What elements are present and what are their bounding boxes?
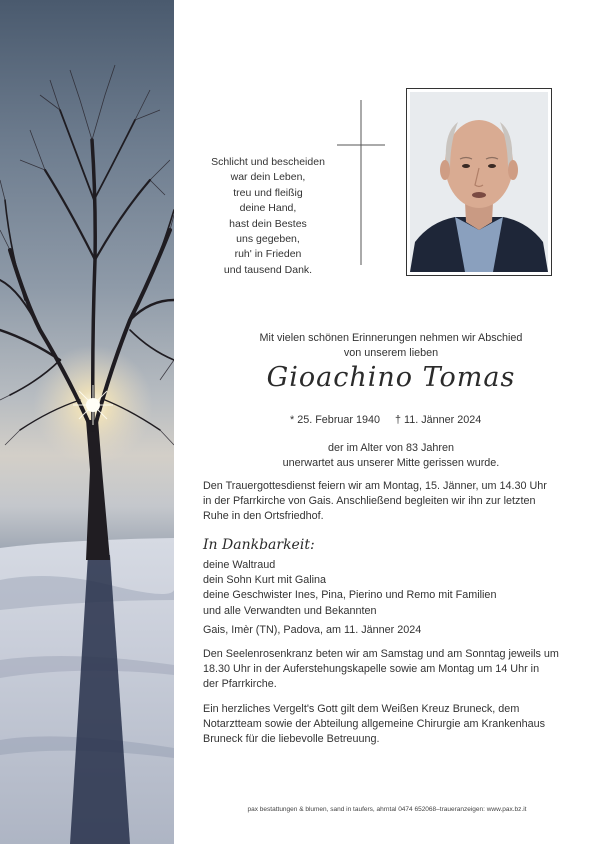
intro-text <box>196 331 586 361</box>
deceased-name: Gioachino Tomas <box>266 362 516 393</box>
funeral-line: in der Pfarrkirche von Gais. Anschließend begleiten wir ihn zur letzten <box>203 495 536 508</box>
poem-line: und tausend Dank. <box>223 263 313 276</box>
age-text <box>196 441 586 471</box>
poem-line: hast dein Bestes <box>229 217 307 230</box>
mourner-line: dein Sohn Kurt mit Galina <box>203 574 327 587</box>
death-date: † 11. Jänner 2024 <box>395 414 482 426</box>
age-line: unerwartet aus unserer Mitte gerissen wurde. <box>282 457 500 469</box>
funeral-line: Ruhe in den Ortsfriedhof. <box>203 510 324 523</box>
poem-line: Schlicht und bescheiden <box>211 156 325 168</box>
mourner-line: deine Geschwister Ines, Pina, Pierino und Remo mit Familien <box>203 589 497 602</box>
poem-line: uns gegeben, <box>236 233 300 246</box>
portrait-frame <box>406 88 552 276</box>
place-date: Gais, Imèr (TN), Padova, am 11. Jänner 2024 <box>203 624 422 636</box>
funeral-notice <box>203 479 583 525</box>
rosary-line: 18.30 Uhr in der Auferstehungskapelle sowie am Montag um 14 Uhr in <box>203 663 540 676</box>
mourner-line: und alle Verwandten und Bekannten <box>203 604 377 617</box>
poem-line: ruh' in Frieden <box>234 248 302 261</box>
cross-icon <box>337 100 385 265</box>
poem <box>192 155 344 278</box>
thanks-line: Bruneck für die liebevolle Betreuung. <box>203 733 380 746</box>
poem-line: deine Hand, <box>239 202 297 215</box>
poem-line: war dein Leben, <box>230 171 306 184</box>
mourner-line: deine Waltraud <box>203 559 276 571</box>
rosary-notice <box>203 647 583 693</box>
thanks-notice <box>203 702 583 748</box>
intro-line: von unserem lieben <box>343 347 439 359</box>
mourners-list <box>203 558 583 619</box>
birth-date: * 25. Februar 1940 <box>290 414 381 426</box>
poem-line: treu und fleißig <box>233 186 303 199</box>
rosary-line: Den Seelenrosenkranz beten wir am Samstag und am Sonntag jeweils um <box>203 648 559 660</box>
winter-tree-photo <box>0 0 174 844</box>
footer-imprint: pax bestattungen & blumen, sand in taufers, ahrntal 0474 652068–traueranzeigen: www.pax.bz.it <box>247 806 527 813</box>
mourners-heading: In Dankbarkeit: <box>203 537 315 553</box>
rosary-line: der Pfarrkirche. <box>203 678 277 691</box>
intro-line: Mit vielen schönen Erinnerungen nehmen wir Abschied <box>259 332 523 344</box>
funeral-line: Den Trauergottesdienst feiern wir am Montag, 15. Jänner, um 14.30 Uhr <box>203 480 547 492</box>
thanks-line: Ein herzliches Vergelt's Gott gilt dem Weißen Kreuz Bruneck, dem <box>203 703 520 715</box>
thanks-line: Notarztteam sowie der Abteilung allgemeine Chirurgie am Krankenhaus <box>203 718 546 731</box>
portrait-photo <box>410 92 548 272</box>
age-line: der im Alter von 83 Jahren <box>327 442 455 454</box>
